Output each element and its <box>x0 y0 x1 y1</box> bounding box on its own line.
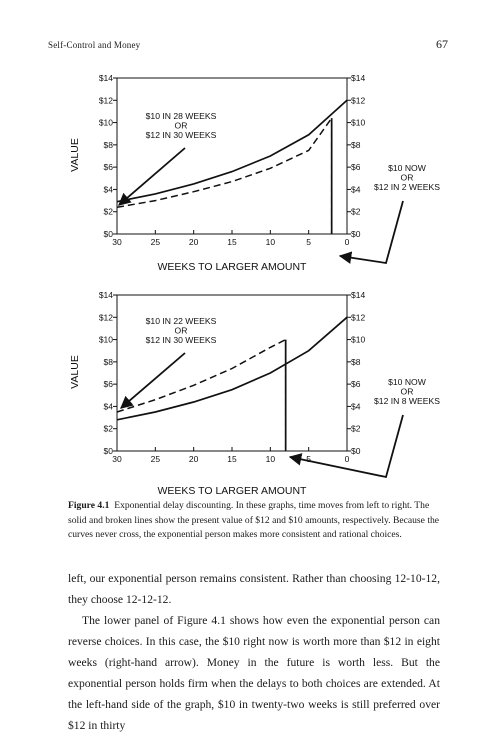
annotation-left <box>146 111 217 140</box>
x-tick-label: 10 <box>265 237 276 247</box>
series-line-dashed <box>117 340 286 451</box>
y-axis-label: VALUE <box>69 138 81 172</box>
y-tick-label: $4 <box>351 184 361 195</box>
x-tick-label: 5 <box>306 237 312 247</box>
x-tick-label: 25 <box>150 454 161 464</box>
annotation-line: $10 IN 28 WEEKS <box>145 111 217 121</box>
x-tick-label: 0 <box>344 454 350 464</box>
x-tick-label: 0 <box>344 237 350 247</box>
annotation-line: $10 IN 22 WEEKS <box>145 316 217 326</box>
figure-upper-panel <box>0 60 500 280</box>
figure-lower-panel <box>0 277 500 499</box>
y-tick-label: $8 <box>351 356 361 367</box>
y-tick-label: $2 <box>103 206 113 217</box>
y-tick-label: $4 <box>103 401 113 412</box>
caption-text: Exponential delay discounting. In these graphs, time moves from left to right. The solid and broken lines show the present value of $12 and $10 amounts, respectively. Because the curves never cross, the exponential person makes more consistent and rational choices. <box>68 500 440 541</box>
running-head: Self-Control and Money <box>48 40 141 50</box>
annotation-line: $10 NOW <box>388 163 426 173</box>
annotation-right <box>374 163 440 192</box>
body-text <box>68 568 440 736</box>
y-tick-label: $10 <box>98 117 113 128</box>
x-axis-label: WEEKS TO LARGER AMOUNT <box>157 485 307 497</box>
y-tick-label: $14 <box>98 73 113 83</box>
y-tick-label: $6 <box>103 379 113 390</box>
annotation-line: $10 NOW <box>388 377 426 387</box>
x-tick-label: 15 <box>227 454 237 464</box>
page-number: 67 <box>436 37 448 51</box>
figure-label: Figure 4.1 <box>68 500 110 511</box>
y-tick-label: $14 <box>98 290 113 300</box>
paragraph: left, our exponential person remains consistent. Rather than choosing 12-10-12, they choose 12-12-12. <box>68 572 440 606</box>
annotation-line: OR <box>174 120 188 131</box>
y-tick-label: $12 <box>98 95 113 106</box>
y-tick-label: $14 <box>351 73 366 83</box>
y-axis-label: VALUE <box>69 355 81 389</box>
x-axis-label: WEEKS TO LARGER AMOUNT <box>157 261 307 273</box>
y-tick-label: $6 <box>103 162 113 173</box>
y-tick-label: $0 <box>103 229 113 239</box>
y-tick-label: $8 <box>103 356 113 367</box>
paragraph: The lower panel of Figure 4.1 shows how even the exponential person can reverse choices. In this case, the $10 right now is worth more than $12 in eight weeks (right-hand arrow). Money in the future is worth less. But the exponential person holds firm when the delays to both choices are extended. At the left-hand side of the graph, $10 in twenty-two weeks is still preferred over $12 in thirty <box>68 614 440 732</box>
y-tick-label: $0 <box>103 446 113 456</box>
y-tick-label: $8 <box>351 139 361 150</box>
y-tick-label: $2 <box>351 206 361 217</box>
x-tick-label: 30 <box>112 454 122 464</box>
x-tick-label: 10 <box>265 454 276 464</box>
x-tick-label: 25 <box>150 237 161 247</box>
y-tick-label: $4 <box>103 184 113 195</box>
x-tick-label: 30 <box>112 237 122 247</box>
y-tick-label: $12 <box>351 95 366 106</box>
annotation-left <box>146 316 217 345</box>
y-tick-label: $10 <box>351 117 366 128</box>
y-tick-label: $0 <box>351 446 361 456</box>
annotation-line: OR <box>400 386 414 397</box>
y-tick-label: $10 <box>351 334 366 345</box>
annotation-line: $12 IN 30 WEEKS <box>145 335 217 345</box>
annotation-line: $12 IN 30 WEEKS <box>145 130 217 140</box>
x-tick-label: 5 <box>306 454 312 464</box>
y-tick-label: $2 <box>351 423 361 434</box>
plot-frame <box>117 78 347 234</box>
x-tick-label: 20 <box>188 454 199 464</box>
y-tick-label: $8 <box>103 139 113 150</box>
y-tick-label: $0 <box>351 229 361 239</box>
annotation-line: $12 IN 8 WEEKS <box>374 396 440 406</box>
annotation-line: OR <box>174 325 188 336</box>
x-tick-label: 15 <box>227 237 237 247</box>
y-tick-label: $6 <box>351 162 361 173</box>
annotation-line: OR <box>400 172 414 183</box>
arrow-right <box>340 201 403 263</box>
annotation-line: $12 IN 2 WEEKS <box>374 182 440 192</box>
y-tick-label: $4 <box>351 401 361 412</box>
y-tick-label: $6 <box>351 379 361 390</box>
y-tick-label: $2 <box>103 423 113 434</box>
x-tick-label: 20 <box>188 237 199 247</box>
annotation-right <box>374 377 440 406</box>
y-tick-label: $14 <box>351 290 366 300</box>
y-tick-label: $10 <box>98 334 113 345</box>
y-tick-label: $12 <box>351 312 366 323</box>
y-tick-label: $12 <box>98 312 113 323</box>
figure-caption <box>68 499 440 543</box>
